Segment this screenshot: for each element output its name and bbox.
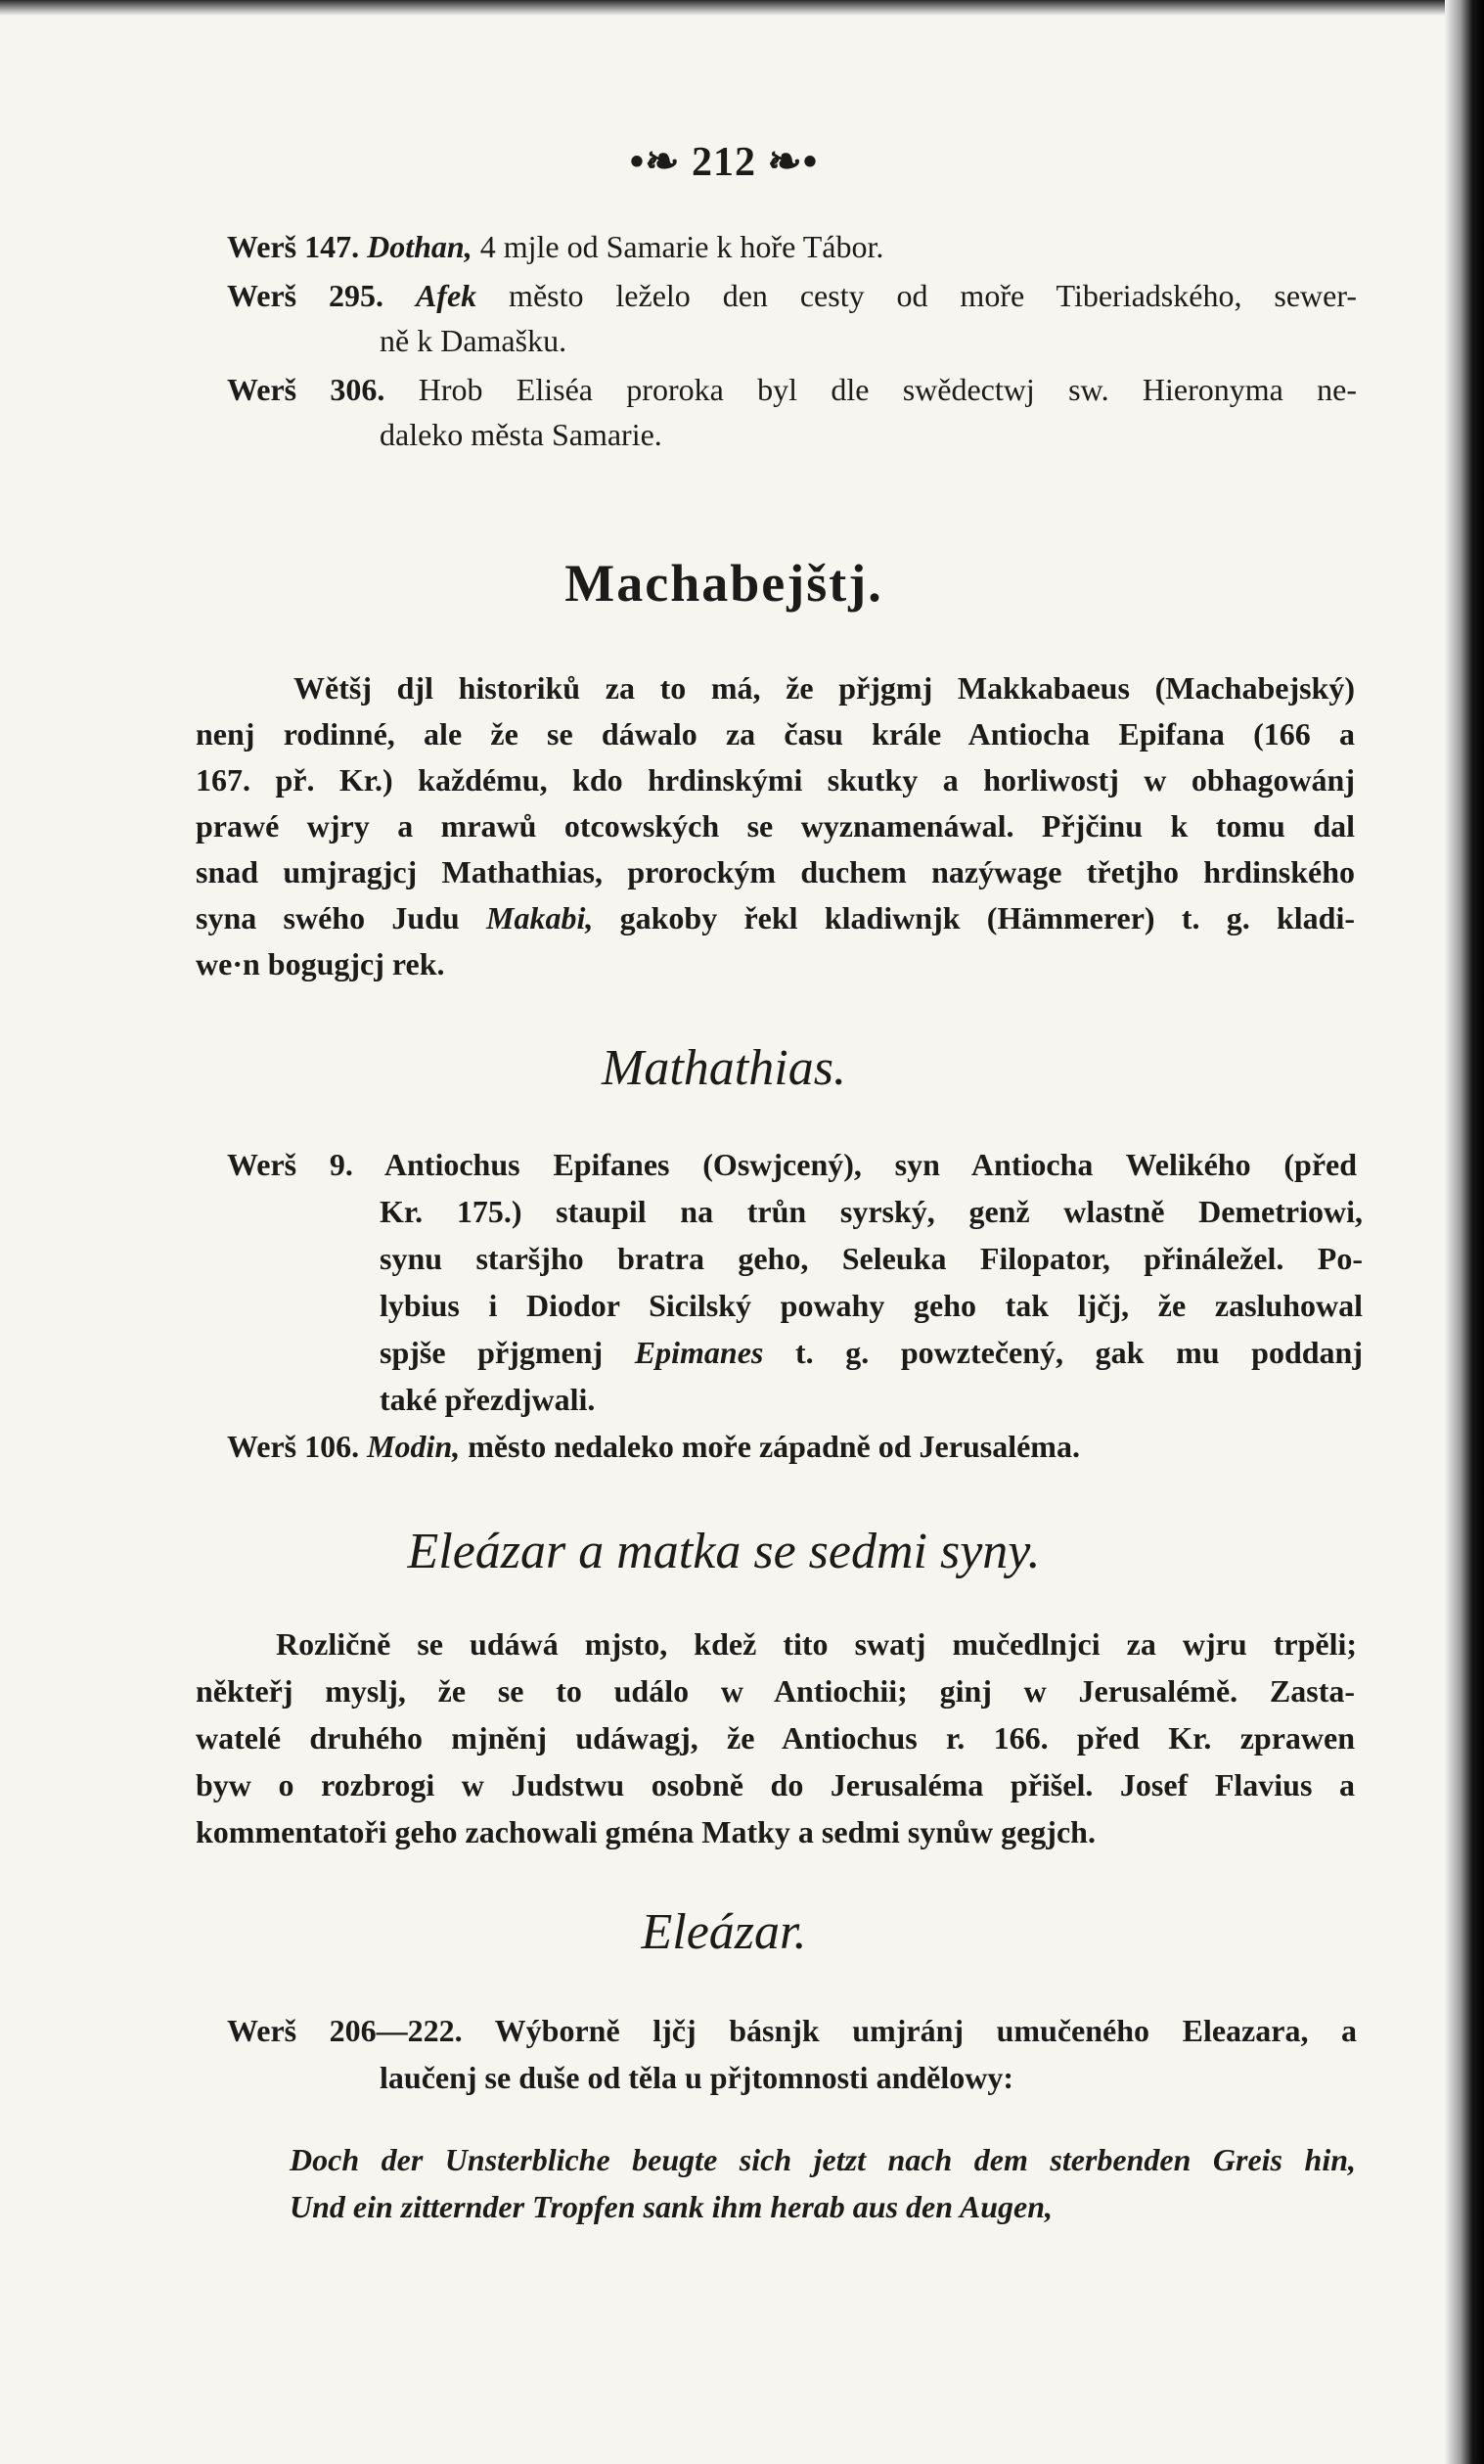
eleazar-matka-line-4: byw o rozbrogi w Judstwu osobně do Jerusaléma přišel. Josef Flavius a bbox=[196, 1767, 1355, 1802]
machabejsti-line-7: we·n bogugjcj rek. bbox=[196, 946, 445, 981]
section-title-eleazar-matka: Eleázar a matka se sedmi syny. bbox=[407, 1524, 1041, 1579]
note-verse-147: Werš 147. Dothan, 4 mjle od Samarie k hoře Tábor. bbox=[227, 229, 884, 264]
eleazar-verse-206: Werš 206—222. Wýborně ljčj básnjk umjránj umučeného Eleazara, a bbox=[227, 2013, 1358, 2048]
eleazar-matka-line-3: watelé druhého mjněnj udáwagj, že Antiochus r. 166. před Kr. zprawen bbox=[196, 1720, 1355, 1756]
mathathias-verse-9-line-5: spjše přjgmenj Epimanes t. g. powztečený, gak mu poddanj bbox=[380, 1335, 1364, 1370]
machabejsti-line-1: Wětšj djl historiků za to má, že přjgmj Makkabaeus (Machabejský) bbox=[293, 670, 1355, 706]
machabejsti-line-3: 167. př. Kr.) každému, kdo hrdinskými skutky a horliwostj w obhagowánj bbox=[196, 762, 1355, 798]
machabejsti-line-6: syna swého Judu Makabi, gakoby řekl kladiwnjk (Hämmerer) t. g. kladi- bbox=[196, 900, 1356, 935]
note-verse-306-cont: daleko města Samarie. bbox=[380, 417, 662, 452]
german-quote-line-1: Doch der Unsterbliche beugte sich jetzt nach dem sterbenden Greis hin, bbox=[290, 2142, 1356, 2177]
mathathias-verse-9-line-2: Kr. 175.) staupil na trůn syrský, genž wlastně Demetriowi, bbox=[380, 1194, 1363, 1229]
eleazar-matka-line-5: kommentatoři geho zachowali gména Matky a sedmi synůw gegjch. bbox=[196, 1814, 1096, 1849]
eleazar-matka-line-1: Rozličně se udáwá mjsto, kdež tito swatj mučedlnjci za wjru trpěli; bbox=[276, 1626, 1357, 1662]
section-title-eleazar: Eleázar. bbox=[641, 1904, 807, 1960]
scan-top-edge bbox=[0, 0, 1484, 16]
machabejsti-line-4: prawé wjry a mrawů otcowských se wyznamenáwal. Přjčinu k tomu dal bbox=[196, 808, 1355, 844]
section-title-mathathias: Mathathias. bbox=[602, 1040, 846, 1096]
mathathias-verse-9-line-4: lybius i Diodor Sicilský powahy geho tak ljčj, že zasluhowal bbox=[380, 1288, 1363, 1323]
machabejsti-line-5: snad umjragjcj Mathathias, prorockým duchem nazýwage třetjho hrdinského bbox=[196, 854, 1355, 890]
note-verse-306: Werš 306. Hrob Eliséa proroka byl dle swědectwj sw. Hieronyma ne- bbox=[227, 372, 1358, 407]
note-verse-295-cont: ně k Damašku. bbox=[380, 323, 567, 358]
page-number-header: •❧ 212 ❧• bbox=[629, 140, 819, 185]
german-quote-line-2: Und ein zitternder Tropfen sank ihm herab aus den Augen, bbox=[290, 2189, 1053, 2224]
note-verse-295: Werš 295. Afek město leželo den cesty od moře Tiberiadského, sewer- bbox=[227, 278, 1358, 313]
mathathias-verse-9-line-3: synu staršjho bratra geho, Seleuka Filopator, přináležel. Po- bbox=[380, 1241, 1363, 1276]
mathathias-verse-106: Werš 106. Modin, město nedaleko moře západně od Jerusaléma. bbox=[227, 1429, 1080, 1464]
eleazar-verse-206-line-2: laučenj se duše od těla u přjtomnosti andělowy: bbox=[380, 2060, 1014, 2095]
mathathias-verse-9-line-6: také přezdjwali. bbox=[380, 1382, 596, 1417]
eleazar-matka-line-2: někteřj myslj, že se to událo w Antiochii; ginj w Jerusalémě. Zasta- bbox=[196, 1673, 1355, 1709]
machabejsti-line-2: nenj rodinné, ale že se dáwalo za času krále Antiocha Epifana (166 a bbox=[196, 716, 1355, 752]
mathathias-verse-9: Werš 9. Antiochus Epifanes (Oswjcený), syn Antiocha Welikého (před bbox=[227, 1147, 1358, 1182]
section-title-machabejsti: Machabejštj. bbox=[564, 554, 883, 613]
scan-right-edge bbox=[1445, 0, 1484, 2464]
